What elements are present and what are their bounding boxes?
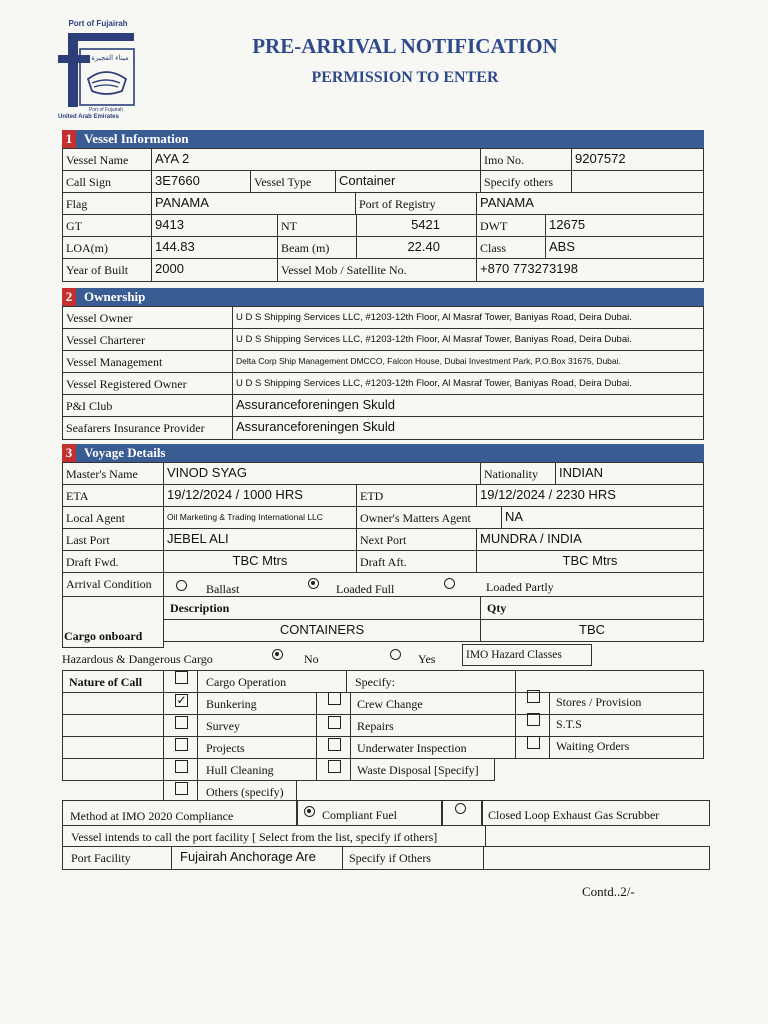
continued-note: Contd..2/-: [582, 884, 635, 899]
imo-no-label: Imo No.: [480, 148, 572, 171]
noc-others-specify: Others (specify): [197, 780, 297, 801]
flag-value: PANAMA: [151, 192, 356, 215]
port-logo-icon: [58, 31, 138, 111]
local-agent-label: Local Agent: [62, 506, 164, 529]
checkbox-underwater-inspection[interactable]: [328, 738, 341, 751]
specify-if-others-input[interactable]: [483, 846, 710, 870]
noc-crew-change: Crew Change: [350, 692, 516, 715]
port-facility-label: Port Facility: [62, 846, 172, 870]
pi-club-value: Assuranceforeningen Skuld: [232, 394, 704, 417]
vessel-management-value: Delta Corp Ship Management DMCCO, Falcon House, Dubai Investment Park, P.O.Box 31675, Dubai.: [232, 350, 704, 373]
document-title: PRE-ARRIVAL NOTIFICATION: [252, 34, 558, 58]
logo-top-text: Port of Fujairah: [68, 19, 128, 28]
checkbox-survey[interactable]: [175, 716, 188, 729]
radio-loaded-full[interactable]: [308, 578, 319, 589]
noc-cargo-operation: Cargo Operation: [197, 670, 347, 693]
qty-header: Qty: [480, 596, 704, 620]
divider: [481, 800, 483, 826]
beam-value: 22.40: [356, 236, 477, 259]
section-number: 1: [62, 130, 76, 148]
noc-survey: Survey: [197, 714, 317, 737]
description-header: Description: [163, 596, 481, 620]
checkbox-sts[interactable]: [527, 713, 540, 726]
noc-waiting-orders: Waiting Orders: [549, 736, 704, 759]
gt-value: 9413: [151, 214, 278, 237]
nt-value: 5421: [356, 214, 477, 237]
cargo-onboard-label: Cargo onboard: [64, 629, 143, 643]
draft-fwd-value: TBC Mtrs: [163, 550, 357, 573]
vessel-charterer-label: Vessel Charterer: [62, 328, 233, 351]
section-ownership: [62, 288, 704, 306]
draft-aft-label: Draft Aft.: [356, 550, 477, 573]
noc-specify-label: Specify:: [346, 670, 516, 693]
year-built-label: Year of Built: [62, 258, 152, 282]
noc-projects: Projects: [197, 736, 317, 759]
port-facility-value[interactable]: Fujairah Anchorage Are: [171, 846, 343, 870]
radio-hazard-yes[interactable]: [390, 649, 401, 660]
loaded-full-label: Loaded Full: [336, 582, 395, 596]
radio-hazard-no[interactable]: [272, 649, 283, 660]
call-sign-label: Call Sign: [62, 170, 152, 193]
section-title: Vessel Information: [84, 131, 189, 146]
vessel-mob-label: Vessel Mob / Satellite No.: [277, 258, 477, 282]
imo-no-value: 9207572: [571, 148, 704, 171]
noc-sts: S.T.S: [549, 714, 704, 737]
radio-scrubber[interactable]: [455, 803, 466, 814]
local-agent-value: Oil Marketing & Trading International LLC: [163, 506, 357, 529]
next-port-label: Next Port: [356, 528, 477, 551]
loa-label: LOA(m): [62, 236, 152, 259]
section-title: Ownership: [84, 289, 146, 304]
dwt-value: 12675: [545, 214, 704, 237]
noc-blank-cell: [515, 670, 704, 693]
checkbox-others-specify[interactable]: [175, 782, 188, 795]
divider: [296, 800, 298, 826]
arrival-condition-options: [163, 572, 704, 597]
ballast-label: Ballast: [206, 582, 240, 596]
hazard-no-label: No: [304, 652, 319, 666]
checkbox-waste-disposal[interactable]: [328, 760, 341, 773]
checkbox-waiting-orders[interactable]: [527, 736, 540, 749]
checkbox-bunkering[interactable]: ✓: [176, 693, 187, 707]
loaded-partly-label: Loaded Partly: [486, 580, 554, 594]
compliant-fuel-label: Compliant Fuel: [322, 808, 397, 822]
vessel-registered-owner-label: Vessel Registered Owner: [62, 372, 233, 395]
noc-blank-cell: [62, 714, 164, 737]
pi-club-label: P&I Club: [62, 394, 233, 417]
noc-stores-provision: Stores / Provision: [549, 692, 704, 715]
hazard-yes-label: Yes: [418, 652, 436, 666]
year-built-value: 2000: [151, 258, 278, 282]
beam-label: Beam (m): [277, 236, 357, 259]
nationality-value: INDIAN: [555, 462, 704, 485]
call-sign-value: 3E7660: [151, 170, 251, 193]
vessel-name-value: AYA 2: [151, 148, 481, 171]
vessel-owner-value: U D S Shipping Services LLC, #1203-12th Floor, Al Masraf Tower, Baniyas Road, Deira Dubai.: [232, 306, 704, 329]
noc-hull-cleaning: Hull Cleaning: [197, 758, 317, 781]
radio-ballast[interactable]: [176, 580, 187, 591]
etd-value: 19/12/2024 / 2230 HRS: [476, 484, 704, 507]
imo2020-label: Method at IMO 2020 Compliance: [70, 809, 234, 823]
seafarers-insurance-label: Seafarers Insurance Provider: [62, 416, 233, 440]
logo-country-text: United Arab Emirates: [58, 114, 119, 120]
noc-blank-cell: [62, 758, 164, 781]
loa-value: 144.83: [151, 236, 278, 259]
nature-of-call-label: Nature of Call: [62, 670, 164, 693]
section-vessel-information: [62, 130, 704, 148]
noc-repairs: Repairs: [350, 714, 516, 737]
specify-if-others-label: Specify if Others: [342, 846, 484, 870]
master-name-value: VINOD SYAG: [163, 462, 481, 485]
nationality-label: Nationality: [480, 462, 556, 485]
noc-blank-cell: [62, 736, 164, 759]
owners-matters-agent-value: NA: [501, 506, 704, 529]
arrival-condition-label: Arrival Condition: [62, 572, 164, 597]
eta-label: ETA: [62, 484, 164, 507]
section-title: Voyage Details: [84, 445, 166, 460]
checkbox-crew-change[interactable]: [328, 692, 341, 705]
intends-to-call-label: Vessel intends to call the port facility [ Select from the list, specify if others]: [62, 825, 486, 847]
last-port-label: Last Port: [62, 528, 164, 551]
noc-underwater-inspection: Underwater Inspection: [350, 736, 516, 759]
noc-bunkering: Bunkering: [197, 692, 317, 715]
vessel-registered-owner-value: U D S Shipping Services LLC, #1203-12th Floor, Al Masraf Tower, Baniyas Road, Deira Dubai.: [232, 372, 704, 395]
radio-loaded-partly[interactable]: [444, 578, 455, 589]
draft-aft-value: TBC Mtrs: [476, 550, 704, 573]
checkbox-cargo-operation[interactable]: [175, 671, 188, 684]
noc-blank-cell: [62, 692, 164, 715]
scrubber-label: Closed Loop Exhaust Gas Scrubber: [488, 808, 660, 822]
hazardous-cargo-label: Hazardous & Dangerous Cargo: [62, 652, 213, 666]
checkbox-projects[interactable]: [175, 738, 188, 751]
next-port-value: MUNDRA / INDIA: [476, 528, 704, 551]
specify-others-label: Specify others: [480, 170, 572, 193]
imo-hazard-classes-label: IMO Hazard Classes: [462, 644, 592, 666]
checkbox-hull-cleaning[interactable]: [175, 760, 188, 773]
flag-label: Flag: [62, 192, 152, 215]
gt-label: GT: [62, 214, 152, 237]
divider: [441, 800, 443, 826]
specify-others-value: [571, 170, 704, 193]
logo-sub-text: Port of Fujairah: [88, 107, 124, 113]
logo-arabic-text: ميناء الفجيرة: [91, 54, 129, 62]
vessel-type-value: Container: [335, 170, 481, 193]
eta-value: 19/12/2024 / 1000 HRS: [163, 484, 357, 507]
section-voyage-details: [62, 444, 704, 462]
checkbox-stores-provision[interactable]: [527, 690, 540, 703]
vessel-name-label: Vessel Name: [62, 148, 152, 171]
port-of-registry-value: PANAMA: [476, 192, 704, 215]
checkbox-repairs[interactable]: [328, 716, 341, 729]
vessel-type-label: Vessel Type: [250, 170, 336, 193]
document-subtitle: PERMISSION TO ENTER: [311, 69, 499, 86]
vessel-charterer-value: U D S Shipping Services LLC, #1203-12th Floor, Al Masraf Tower, Baniyas Road, Deira Dubai.: [232, 328, 704, 351]
seafarers-insurance-value: Assuranceforeningen Skuld: [232, 416, 704, 440]
last-port-value: JEBEL ALI: [163, 528, 357, 551]
section-number: 3: [62, 444, 76, 462]
cargo-description-value: CONTAINERS: [163, 619, 481, 642]
owners-matters-agent-label: Owner's Matters Agent: [356, 506, 502, 529]
cargo-qty-value: TBC: [480, 619, 704, 642]
port-of-registry-label: Port of Registry: [355, 192, 477, 215]
radio-compliant-fuel[interactable]: [304, 806, 315, 817]
vessel-management-label: Vessel Management: [62, 350, 233, 373]
noc-waste-disposal: Waste Disposal [Specify]: [350, 758, 495, 781]
vessel-owner-label: Vessel Owner: [62, 306, 233, 329]
nt-label: NT: [277, 214, 357, 237]
etd-label: ETD: [356, 484, 477, 507]
section-number: 2: [62, 288, 76, 306]
master-name-label: Master's Name: [62, 462, 164, 485]
class-value: ABS: [545, 236, 704, 259]
class-label: Class: [476, 236, 546, 259]
draft-fwd-label: Draft Fwd.: [62, 550, 164, 573]
vessel-mob-value: +870 773273198: [476, 258, 704, 282]
dwt-label: DWT: [476, 214, 546, 237]
